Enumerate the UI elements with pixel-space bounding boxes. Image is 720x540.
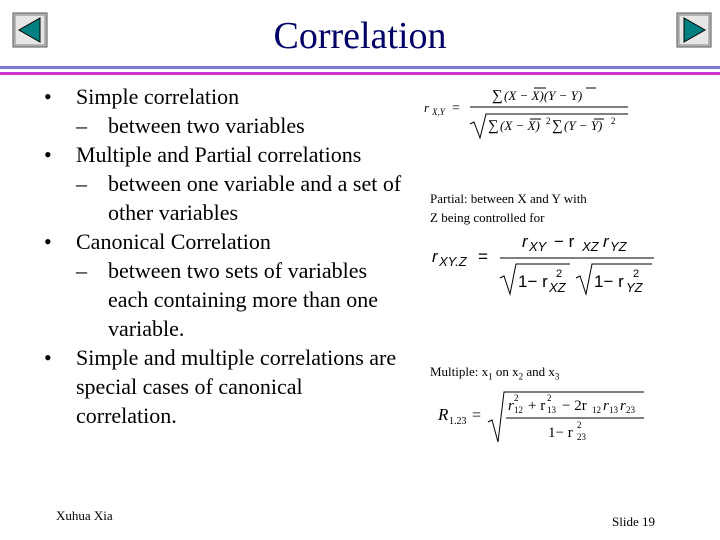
svg-text:r: r xyxy=(603,232,609,251)
svg-text:12: 12 xyxy=(592,405,601,415)
svg-text:(X − X)(Y − Y): (X − X)(Y − Y) xyxy=(504,88,583,103)
bullet-item: • Canonical Correlation xyxy=(44,227,404,256)
svg-text:YZ: YZ xyxy=(610,239,627,254)
title-rule-bottom xyxy=(0,72,720,75)
svg-text:XY: XY xyxy=(529,239,547,254)
svg-text:R: R xyxy=(438,405,449,424)
svg-text:∑: ∑ xyxy=(488,118,499,134)
svg-text:1.23: 1.23 xyxy=(449,416,467,427)
slide-title: Correlation xyxy=(273,15,447,57)
bullet-item: • Simple correlation xyxy=(44,82,404,111)
svg-text:1− r: 1− r xyxy=(594,272,624,291)
sub-bullet-item: – between two sets of variables each containing more than one variable. xyxy=(76,258,379,341)
svg-text:2: 2 xyxy=(611,116,616,126)
svg-text:=: = xyxy=(472,407,482,424)
multiple-correlation-note: Multiple: $x_1$ on $x_2$ and $x_3$ xyxy=(430,364,560,382)
partial-correlation-formula xyxy=(430,228,666,298)
svg-text:2: 2 xyxy=(556,268,563,280)
svg-text:13: 13 xyxy=(609,405,618,415)
simple-correlation-formula xyxy=(422,84,642,144)
svg-text:− 2r: − 2r xyxy=(562,398,587,414)
svg-text:2: 2 xyxy=(547,393,552,403)
svg-text:2: 2 xyxy=(633,268,640,280)
svg-text:r: r xyxy=(603,398,609,414)
partial-correlation-note: Partial: between X and Y with Z being controlled for xyxy=(430,191,587,225)
svg-text:23: 23 xyxy=(577,432,586,442)
svg-text:1− r: 1− r xyxy=(548,425,573,441)
title-rule-top xyxy=(0,66,720,69)
bullet-item: • Multiple and Partial correlations xyxy=(44,140,404,169)
svg-text:XZ: XZ xyxy=(582,239,599,254)
svg-text:XY.Z: XY.Z xyxy=(439,254,467,269)
svg-text:X,Y: X,Y xyxy=(432,107,445,117)
svg-text:r: r xyxy=(620,398,626,414)
svg-text:=: = xyxy=(452,101,460,116)
svg-text:XZ: XZ xyxy=(549,280,566,295)
bullet-item: • Simple and multiple correlations are special cases of canonical correlation. xyxy=(44,343,404,430)
svg-text:2: 2 xyxy=(514,393,519,403)
footer-author: Xuhua Xia xyxy=(56,508,113,523)
bullet-list xyxy=(44,82,404,430)
svg-text:1− r: 1− r xyxy=(518,272,548,291)
svg-text:(X − X): (X − X) xyxy=(500,118,540,133)
sub-bullet-item: – between one variable and a set of other variables xyxy=(76,171,402,225)
svg-text:r: r xyxy=(424,100,430,115)
multiple-correlation-formula xyxy=(436,388,650,446)
svg-text:r: r xyxy=(432,247,438,266)
svg-text:2: 2 xyxy=(577,420,582,430)
svg-text:(Y − Y): (Y − Y) xyxy=(564,118,603,133)
svg-text:+ r: + r xyxy=(528,398,546,414)
footer-slide-number: Slide 19 xyxy=(612,514,655,529)
svg-text:− r: − r xyxy=(554,232,575,251)
svg-text:=: = xyxy=(478,247,488,266)
svg-text:∑: ∑ xyxy=(552,118,563,134)
svg-text:23: 23 xyxy=(626,405,635,415)
svg-text:2: 2 xyxy=(546,116,551,126)
svg-text:∑: ∑ xyxy=(492,88,503,104)
sub-bullet-item: – between two variables xyxy=(76,113,305,138)
svg-text:13: 13 xyxy=(547,405,556,415)
svg-text:r: r xyxy=(522,232,528,251)
svg-text:r: r xyxy=(508,398,514,414)
svg-text:YZ: YZ xyxy=(626,280,643,295)
svg-text:12: 12 xyxy=(514,405,523,415)
